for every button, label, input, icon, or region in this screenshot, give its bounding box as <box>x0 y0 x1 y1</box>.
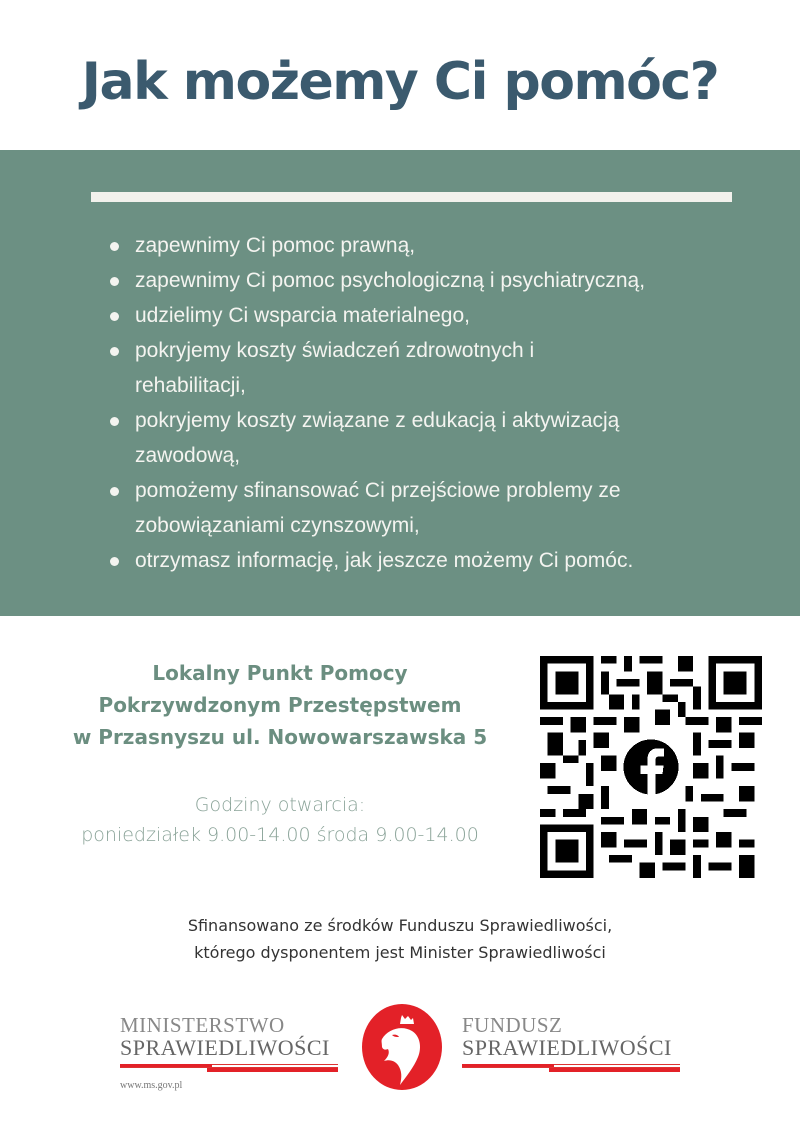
funding-line-1: Sfinansowano ze środków Funduszu Sprawiedliwości, <box>187 916 613 935</box>
eagle-emblem-icon <box>358 1003 446 1091</box>
ministry-logo-line-1: MINISTERSTWO <box>120 1013 285 1037</box>
funding-line-2: którego dysponentem jest Minister Sprawiedliwości <box>194 943 606 962</box>
fund-logo-line-2: SPRAWIEDLIWOŚCI <box>462 1035 672 1060</box>
qr-code-graphic <box>540 656 762 878</box>
office-line-2: Pokrzywdzonym Przestępstwem <box>98 693 462 717</box>
bullet-icon <box>110 347 119 356</box>
office-line-3: w Przasnyszu ul. Nowowarszawska 5 <box>72 725 488 749</box>
bullet-icon <box>110 487 119 496</box>
office-line-1: Lokalny Punkt Pomocy <box>152 661 408 685</box>
list-item: zapewnimy Ci pomoc psychologiczną i psychiatryczną, <box>110 263 770 298</box>
hours-value: poniedziałek 9.00-14.00 środa 9.00-14.00 <box>81 824 479 846</box>
flag-stripe <box>462 1064 680 1072</box>
bullet-icon <box>110 417 119 426</box>
ministry-logo-line-2: SPRAWIEDLIWOŚCI <box>120 1035 330 1060</box>
office-address <box>40 657 520 753</box>
list-item: udzielimy Ci wsparcia materialnego, <box>110 298 770 333</box>
fund-logo-line-1: FUNDUSZ <box>462 1013 563 1037</box>
bullet-icon <box>110 312 119 321</box>
list-item: pomożemy sfinansować Ci przejściowe problemy ze zobowiązaniami czynszowymi, <box>110 473 710 543</box>
bullet-icon <box>110 242 119 251</box>
list-item: pokryjemy koszty związane z edukacją i aktywizacją zawodową, <box>110 403 710 473</box>
list-item: otrzymasz informację, jak jeszcze możemy Ci pomóc. <box>110 543 770 578</box>
ministry-logo <box>120 1014 340 1091</box>
ministry-url[interactable]: www.ms.gov.pl <box>120 1080 183 1091</box>
services-list <box>110 228 770 578</box>
list-item: pokryjemy koszty świadczeń zdrowotnych i rehabilitacji, <box>110 333 630 403</box>
opening-hours <box>30 790 530 850</box>
divider-bar <box>91 192 732 202</box>
funding-note <box>100 912 700 966</box>
hours-label: Godziny otwarcia: <box>194 794 366 816</box>
page-title: Jak możemy Ci pomóc? <box>81 52 719 112</box>
bullet-icon <box>110 277 119 286</box>
fund-logo <box>462 1014 682 1072</box>
qr-code[interactable] <box>540 656 762 878</box>
flag-stripe <box>120 1064 338 1072</box>
bullet-icon <box>110 557 119 566</box>
list-item: zapewnimy Ci pomoc prawną, <box>110 228 770 263</box>
